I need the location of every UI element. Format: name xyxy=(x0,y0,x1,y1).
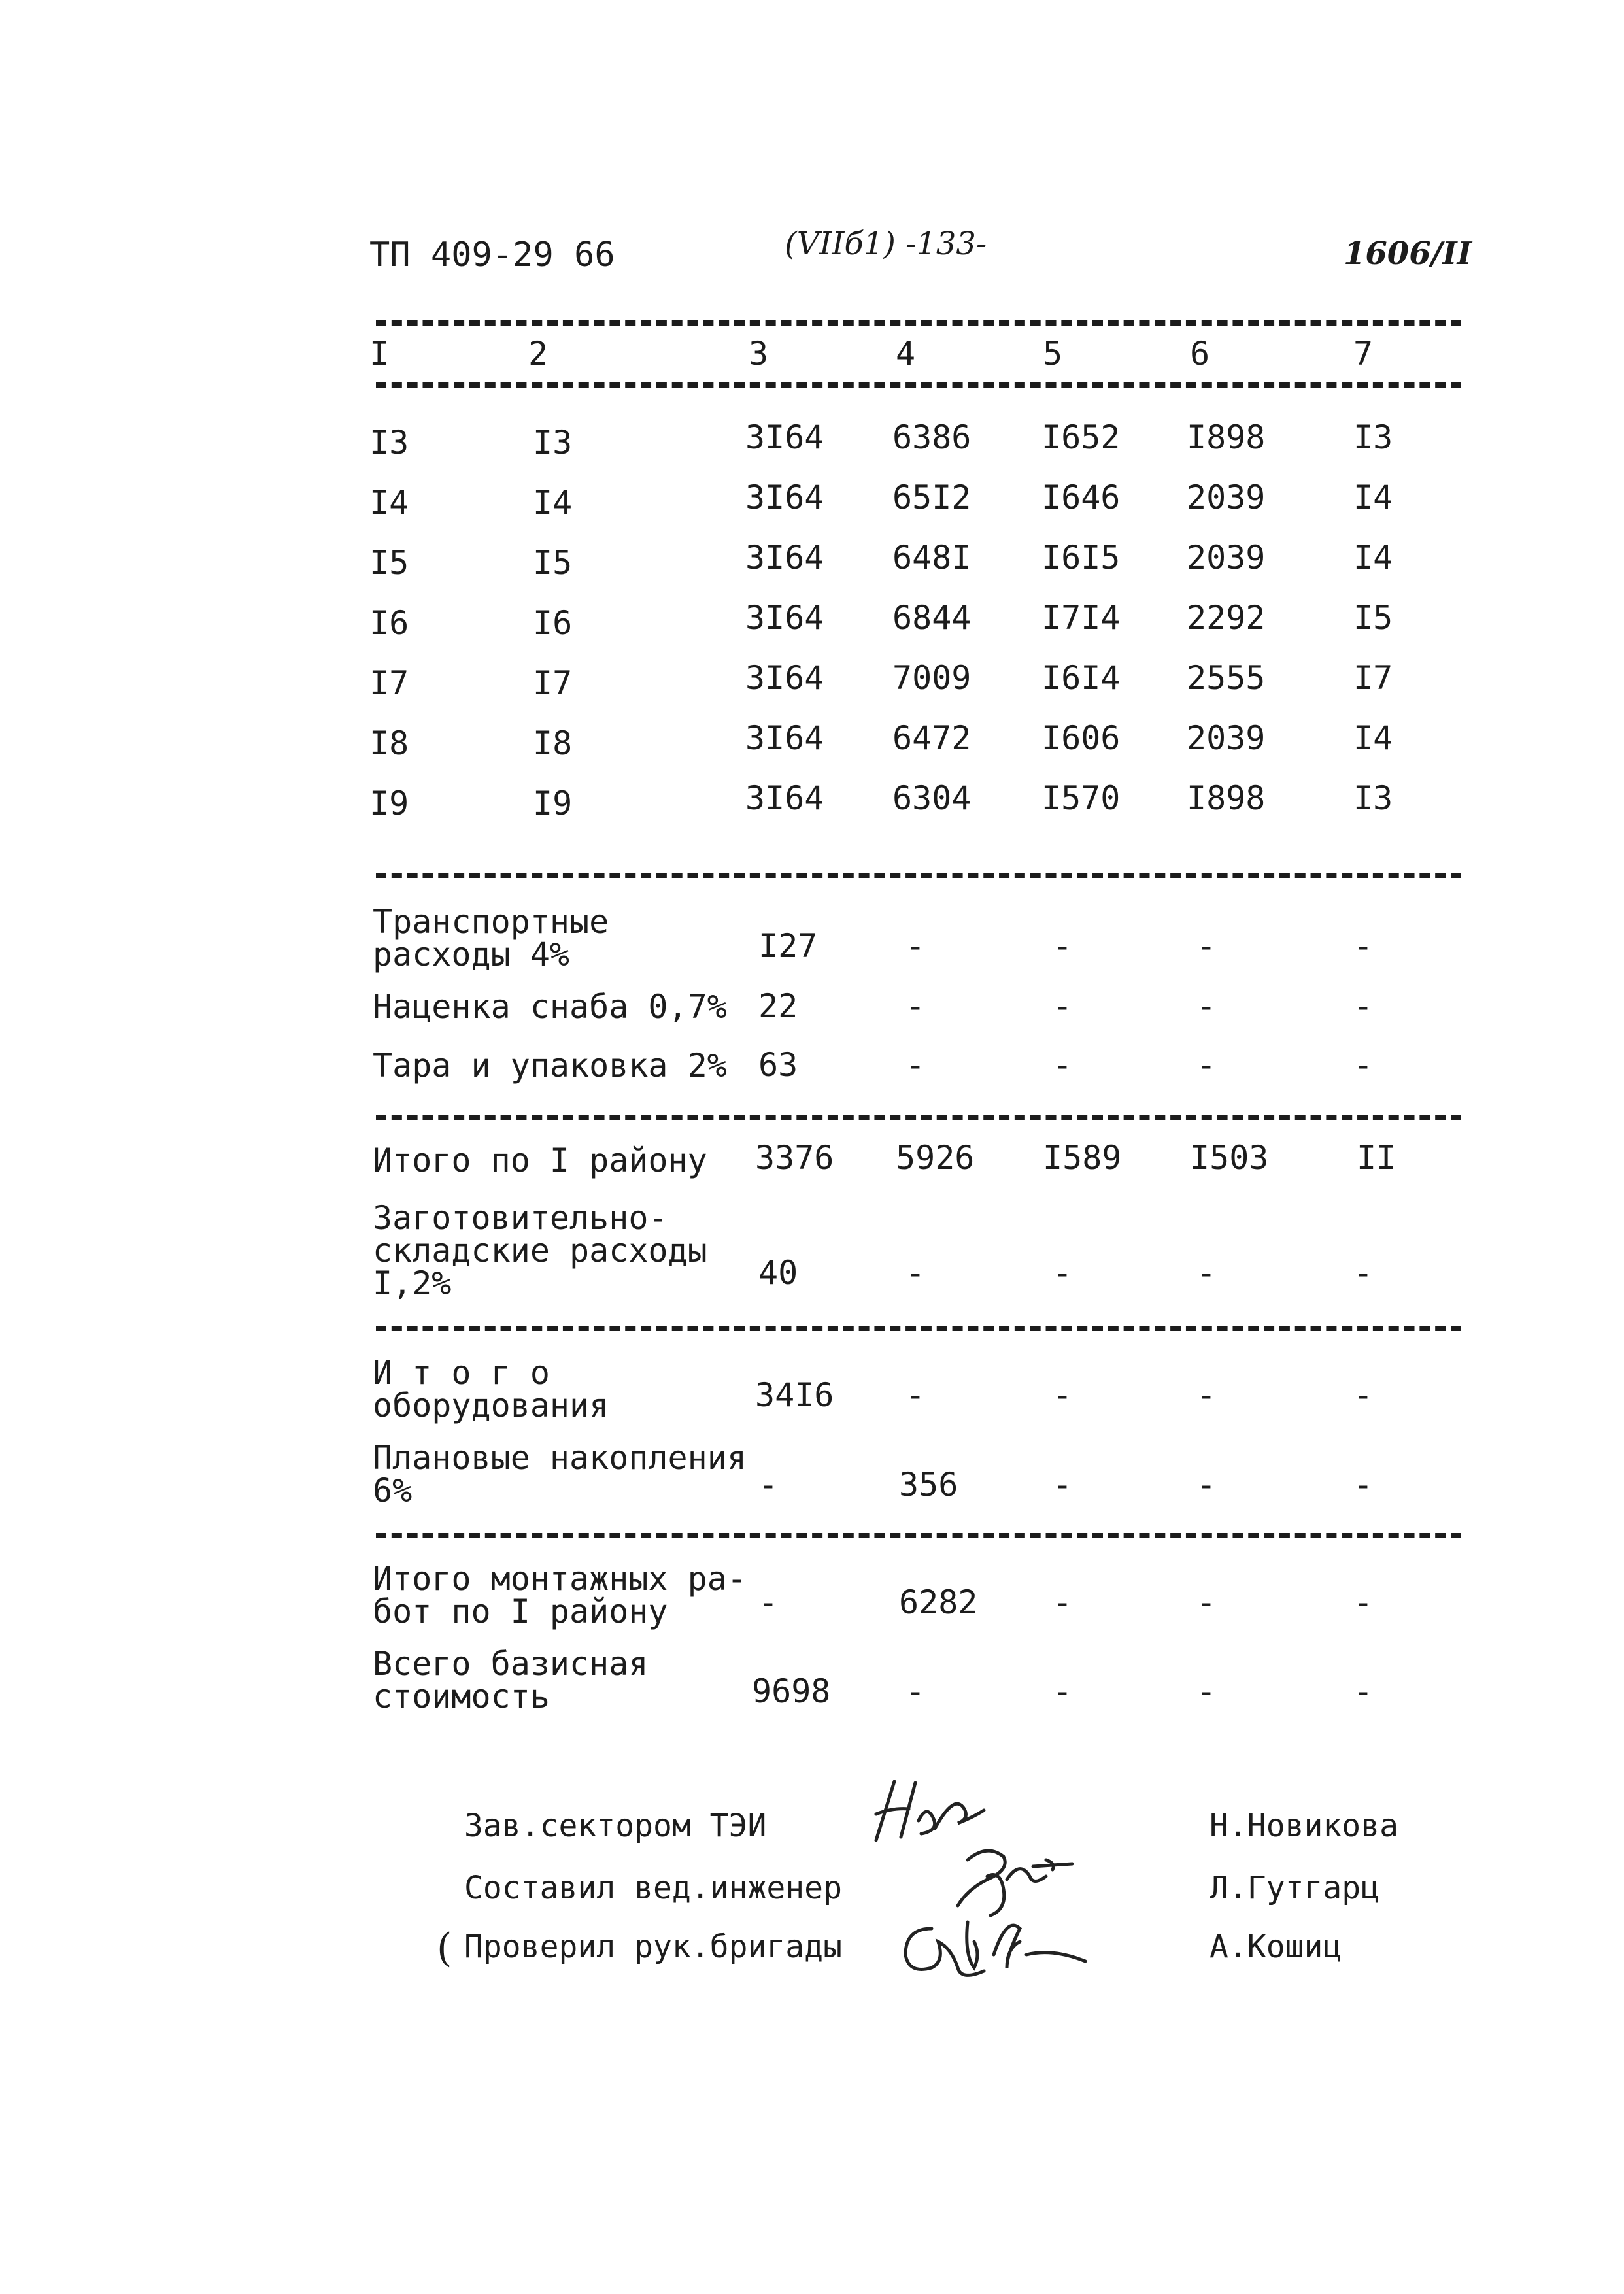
section-divider xyxy=(376,1326,1461,1331)
summary-value: I503 xyxy=(1190,1139,1269,1177)
table-cell: I7 xyxy=(369,664,409,702)
table-cell: 3I64 xyxy=(745,418,824,456)
table-cell: I4 xyxy=(533,484,573,522)
summary-label: Плановые накопления 6% xyxy=(373,1439,747,1510)
table-cell: I3 xyxy=(1353,779,1393,817)
summary-value: 6282 xyxy=(899,1583,978,1621)
summary-value: - xyxy=(1196,1583,1217,1621)
summary-value: - xyxy=(1196,1254,1217,1292)
table-cell: 2292 xyxy=(1187,599,1266,637)
table-cell: I4 xyxy=(1353,479,1393,516)
summary-value: - xyxy=(1053,1672,1073,1710)
summary-value: - xyxy=(1053,1583,1073,1621)
section-divider xyxy=(376,1533,1461,1538)
table-cell: 65I2 xyxy=(892,479,972,516)
table-cell: I7 xyxy=(533,664,573,702)
table-cell: 648I xyxy=(892,539,972,577)
table-cell: I4 xyxy=(1353,719,1393,757)
table-cell: I606 xyxy=(1041,719,1121,757)
summary-value: 40 xyxy=(758,1254,798,1292)
signature-gutgarts xyxy=(941,1840,1085,1912)
table-cell: I4 xyxy=(1353,539,1393,577)
summary-value: - xyxy=(1353,1046,1374,1084)
table-cell: 3I64 xyxy=(745,599,824,637)
summary-value: - xyxy=(1196,927,1217,965)
summary-value: - xyxy=(758,1466,779,1504)
column-header: 2 xyxy=(528,335,549,373)
table-cell: I5 xyxy=(369,544,409,582)
summary-value: - xyxy=(905,987,926,1025)
summary-value: - xyxy=(1353,1583,1374,1621)
summary-label: Итого по I району xyxy=(373,1141,707,1179)
section-divider xyxy=(376,873,1461,878)
sheet-reference: (VIIб1) -133- xyxy=(785,226,987,262)
table-cell: I6I5 xyxy=(1041,539,1121,577)
column-header: 4 xyxy=(896,335,916,373)
summary-value: 356 xyxy=(899,1466,958,1504)
table-cell: I898 xyxy=(1187,779,1266,817)
table-cell: 3I64 xyxy=(745,539,824,577)
table-cell: I6I4 xyxy=(1041,659,1121,697)
summary-label: Всего базисная стоимость xyxy=(373,1645,649,1715)
table-cell: I7I4 xyxy=(1041,599,1121,637)
table-cell: I7 xyxy=(1353,659,1393,697)
table-cell: I5 xyxy=(533,544,573,582)
column-header: 3 xyxy=(749,335,769,373)
table-cell: 3I64 xyxy=(745,779,824,817)
summary-value: - xyxy=(1196,1466,1217,1504)
summary-value: 34I6 xyxy=(755,1376,834,1414)
summary-value: I27 xyxy=(758,927,818,965)
summary-value: - xyxy=(1196,1376,1217,1414)
doc-code: ТП 409-29 66 xyxy=(369,235,615,275)
summary-value: - xyxy=(1353,987,1374,1025)
summary-value: 3376 xyxy=(755,1139,834,1177)
summary-value: - xyxy=(905,1672,926,1710)
table-cell: I9 xyxy=(369,784,409,822)
table-cell: I8 xyxy=(533,724,573,762)
table-cell: 3I64 xyxy=(745,719,824,757)
summary-value: - xyxy=(1353,1466,1374,1504)
signer-name: Н.Новикова xyxy=(1210,1808,1398,1844)
column-header: 5 xyxy=(1043,335,1063,373)
signature-novikova xyxy=(863,1775,994,1847)
table-cell: 2555 xyxy=(1187,659,1266,697)
table-cell: 6304 xyxy=(892,779,972,817)
summary-value: - xyxy=(1053,1254,1073,1292)
summary-value: - xyxy=(1053,1046,1073,1084)
summary-value: - xyxy=(1053,1466,1073,1504)
summary-value: - xyxy=(905,1046,926,1084)
summary-value: - xyxy=(1053,987,1073,1025)
summary-value: I589 xyxy=(1043,1139,1122,1177)
summary-value: - xyxy=(758,1583,779,1621)
summary-value: 9698 xyxy=(752,1672,831,1710)
table-cell: 7009 xyxy=(892,659,972,697)
signer-name: Л.Гутгарц xyxy=(1210,1870,1380,1906)
summary-value: - xyxy=(1196,1672,1217,1710)
summary-value: 63 xyxy=(758,1046,798,1084)
table-cell: I652 xyxy=(1041,418,1121,456)
section-divider xyxy=(376,1115,1461,1120)
table-cell: I898 xyxy=(1187,418,1266,456)
summary-value: - xyxy=(1353,1672,1374,1710)
table-cell: 6472 xyxy=(892,719,972,757)
signer-role: Проверил рук.бригады xyxy=(464,1929,842,1965)
table-cell: I9 xyxy=(533,784,573,822)
summary-value: 22 xyxy=(758,987,798,1025)
header-bottom-rule xyxy=(376,382,1461,388)
column-header: I xyxy=(369,335,390,373)
table-cell: I8 xyxy=(369,724,409,762)
table-cell: 3I64 xyxy=(745,659,824,697)
archive-number: 1606/II xyxy=(1344,235,1472,272)
table-cell: I6 xyxy=(533,604,573,642)
table-cell: I3 xyxy=(369,424,409,462)
signature-koshits xyxy=(896,1909,1092,1987)
summary-label: Наценка снаба 0,7% xyxy=(373,988,727,1026)
bracket-mark: ( xyxy=(437,1925,452,1971)
summary-label: И т о г о оборудования xyxy=(373,1354,609,1425)
table-cell: 6386 xyxy=(892,418,972,456)
signer-name: А.Кошиц xyxy=(1210,1929,1342,1965)
summary-label: Тара и упаковка 2% xyxy=(373,1047,727,1085)
summary-value: - xyxy=(1353,1376,1374,1414)
summary-label: Заготовительно- складские расходы I,2% xyxy=(373,1199,707,1302)
table-cell: 2039 xyxy=(1187,479,1266,516)
column-header: 6 xyxy=(1190,335,1210,373)
table-cell: I6 xyxy=(369,604,409,642)
summary-value: 5926 xyxy=(896,1139,975,1177)
header-top-rule xyxy=(376,320,1461,326)
column-header: 7 xyxy=(1353,335,1374,373)
table-cell: 6844 xyxy=(892,599,972,637)
signer-role: Зав.сектором ТЭИ xyxy=(464,1808,767,1844)
table-cell: 2039 xyxy=(1187,719,1266,757)
summary-value: - xyxy=(1196,1046,1217,1084)
summary-value: - xyxy=(1053,1376,1073,1414)
table-cell: 2039 xyxy=(1187,539,1266,577)
table-cell: I570 xyxy=(1041,779,1121,817)
table-cell: I4 xyxy=(369,484,409,522)
table-cell: I3 xyxy=(533,424,573,462)
summary-value: - xyxy=(905,1376,926,1414)
summary-value: - xyxy=(1196,987,1217,1025)
summary-label: Транспортные расходы 4% xyxy=(373,903,609,973)
table-cell: 3I64 xyxy=(745,479,824,516)
table-cell: I646 xyxy=(1041,479,1121,516)
table-cell: I3 xyxy=(1353,418,1393,456)
summary-value: - xyxy=(905,1254,926,1292)
summary-value: II xyxy=(1357,1139,1396,1177)
signer-role: Составил вед.инженер xyxy=(464,1870,842,1906)
summary-value: - xyxy=(1053,927,1073,965)
summary-value: - xyxy=(1353,1254,1374,1292)
table-cell: I5 xyxy=(1353,599,1393,637)
summary-value: - xyxy=(905,927,926,965)
summary-label: Итого монтажных ра- бот по I району xyxy=(373,1560,747,1630)
summary-value: - xyxy=(1353,927,1374,965)
